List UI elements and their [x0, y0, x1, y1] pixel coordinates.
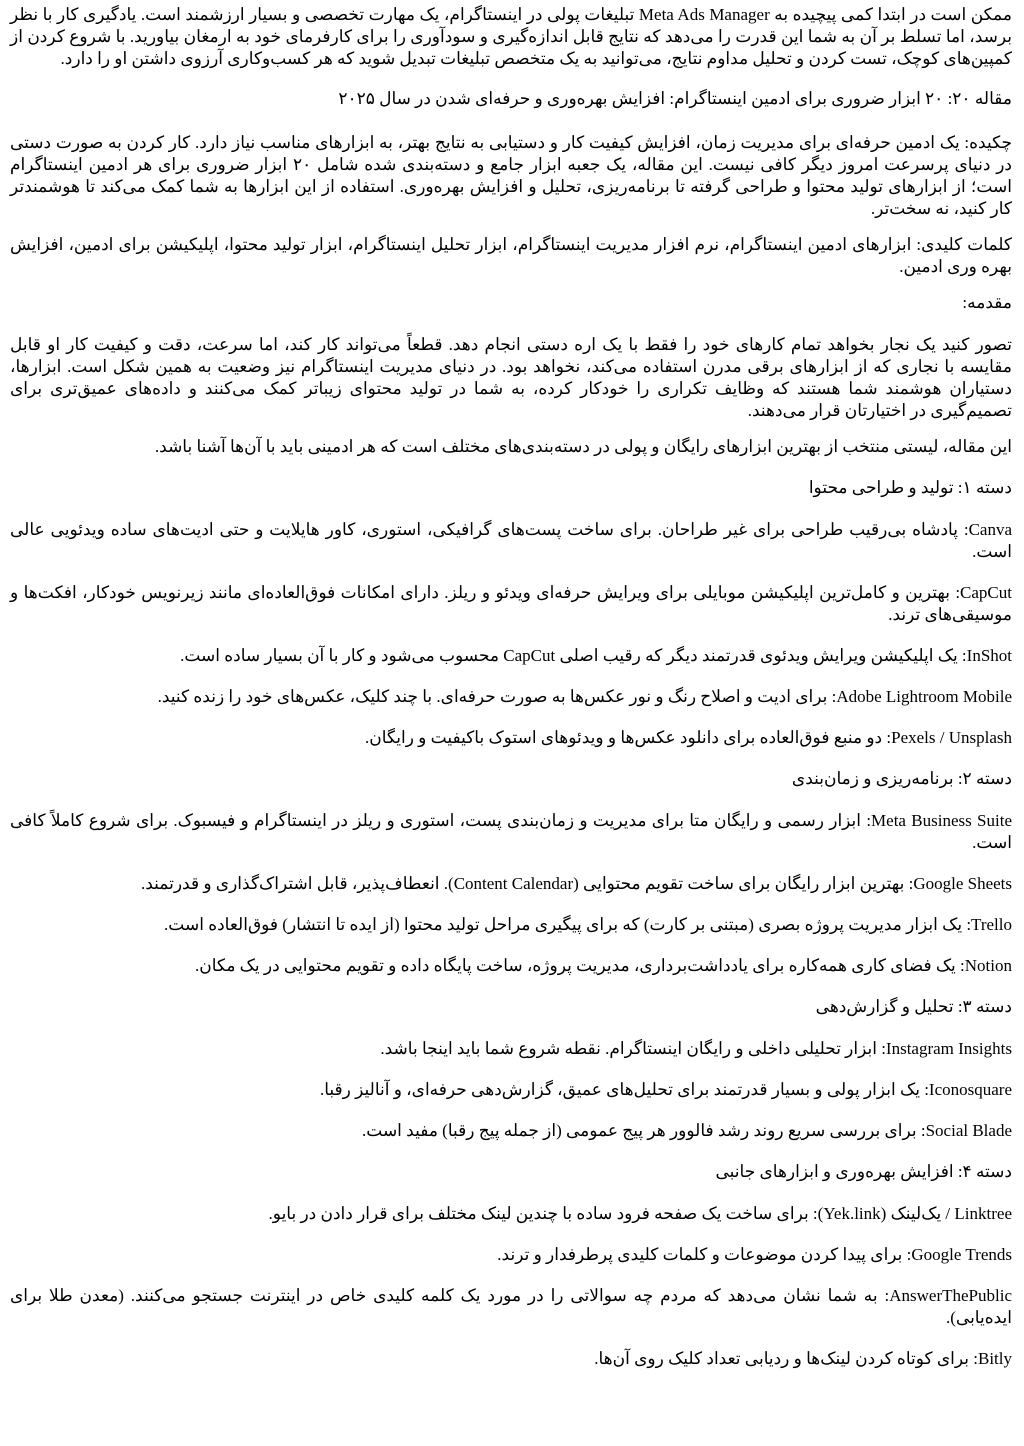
tool-pexels-unsplash: Pexels / Unsplash: دو منبع فوق‌العاده برای دانلود عکس‌ها و ویدئوهای استوک باکیفیت و رایگان. — [364, 728, 1012, 747]
tool-meta-business-suite: Meta Business Suite: ابزار رسمی و رایگان متا برای مدیریت و زمان‌بندی پست، استوری و ریلز در اینستاگرام و فیسبوک. برای شروع کاملاً کافی است. — [10, 811, 1012, 852]
tool-google-trends: Google Trends: برای پیدا کردن موضوعات و کلمات کلیدی پرطرفدار و ترند. — [497, 1245, 1012, 1264]
section-heading: دسته ۴: افزایش بهره‌وری و ابزارهای جانبی — [715, 1162, 1012, 1181]
tool-trello: Trello: یک ابزار مدیریت پروژه بصری (مبتنی بر کارت) که برای پیگیری مراحل تولید محتوا (از ایده تا انتشار) فوق‌العاده است. — [164, 915, 1012, 934]
tool-linktree: Linktree / یک‌لینک (Yek.link): برای ساخت یک صفحه فرود ساده با چندین لینک مختلف برای قرار دادن در بایو. — [268, 1204, 1012, 1223]
tool-notion: Notion: یک فضای کاری همه‌کاره برای یادداشت‌برداری، مدیریت پروژه، ساخت پایگاه داده و تقویم محتوایی در یک مکان. — [195, 956, 1012, 975]
section-heading: دسته ۳: تحلیل و گزارش‌دهی — [815, 997, 1012, 1016]
tool-google-sheets: Google Sheets: بهترین ابزار رایگان برای ساخت تقویم محتوایی (Content Calendar). انعطاف‌پذیر، قابل اشتراک‌گذاری و قدرتمند. — [140, 874, 1012, 893]
tool-capcut: CapCut: بهترین و کامل‌ترین اپلیکیشن موبایلی برای ویرایش حرفه‌ای ویدئو و ریلز. دارای امکانات فوق‌العاده‌ای مانند زیرنویس خودکار، افکت‌ها و موسیقی‌های ترند. — [10, 583, 1012, 624]
section-heading: دسته ۱: تولید و طراحی محتوا — [808, 478, 1012, 497]
tool-answerthepublic: AnswerThePublic: به شما نشان می‌دهد که مردم چه سوالاتی را در مورد یک کلمه کلیدی خاص در اینترنت جستجو می‌کنند. (معدن طلا برای ایده‌یابی). — [10, 1286, 1012, 1327]
tool-bitly: Bitly: برای کوتاه کردن لینک‌ها و ردیابی تعداد کلیک روی آن‌ها. — [594, 1349, 1012, 1368]
intro-paragraph: ممکن است در ابتدا کمی پیچیده به Meta Ads Manager تبلیغات پولی در اینستاگرام، یک مهارت تخصصی و بسیار ارزشمند است. یادگیری کار با نظر برسد، اما تسلط بر آن به شما این قدرت را می‌دهد که نتایج قابل اندازه‌گیری و سودآوری را برای کارفرمای خود به ارمغان بیاورید. با شروع کردن از کمپین‌های کوچک، تست کردن و تحلیل مداوم نتایج، می‌توانید به یک متخصص تبلیغات تبدیل شوید که هر کسب‌وکاری آرزوی داشتن او را دارد. — [10, 5, 1012, 68]
tool-iconosquare: Iconosquare: یک ابزار پولی و بسیار قدرتمند برای تحلیل‌های عمیق، گزارش‌دهی حرفه‌ای، و آنالیز رقبا. — [319, 1080, 1012, 1099]
keywords-paragraph: کلمات کلیدی: ابزارهای ادمین اینستاگرام، نرم افزار مدیریت اینستاگرام، ابزار تحلیل اینستاگرام، ابزار تولید محتوا، اپلیکیشن برای ادمین، افزایش بهره وری ادمین. — [10, 235, 1012, 276]
tool-instagram-insights: Instagram Insights: ابزار تحلیلی داخلی و رایگان اینستاگرام. نقطه شروع شما باید اینجا باشد. — [380, 1039, 1012, 1058]
article-title: مقاله ۲۰: ۲۰ ابزار ضروری برای ادمین اینستاگرام: افزایش بهره‌وری و حرفه‌ای شدن در سال ۲۰۲۵ — [338, 89, 1012, 108]
section-heading: دسته ۲: برنامه‌ریزی و زمان‌بندی — [791, 769, 1012, 788]
list-intro-paragraph: این مقاله، لیستی منتخب از بهترین ابزارهای رایگان و پولی در دسته‌بندی‌های مختلف است که هر ادمینی باید با آن‌ها آشنا باشد. — [154, 437, 1012, 456]
introduction-heading: مقدمه: — [962, 293, 1012, 312]
tool-social-blade: Social Blade: برای بررسی سریع روند رشد فالوور هر پیج عمومی (از جمله پیج رقبا) مفید است. — [362, 1121, 1012, 1140]
tool-lightroom: Adobe Lightroom Mobile: برای ادیت و اصلاح رنگ و نور عکس‌ها به صورت حرفه‌ای. با چند کلیک، عکس‌های خود را زنده کنید. — [157, 687, 1012, 706]
introduction-paragraph: تصور کنید یک نجار بخواهد تمام کارهای خود را فقط با یک اره دستی انجام دهد. قطعاً می‌تواند کار کند، اما سرعت، دقت و کیفیت کار او قابل مقایسه با نجاری که از ابزارهای برقی مدرن استفاده می‌کند، نخواهد بود. در دنیای مدیریت اینستاگرام نیز وضعیت به همین شکل است. ابزارها، دستیاران هوشمند شما هستند که وظایف تکراری را خودکار کرده، به شما در تولید محتوای زیباتر کمک می‌کنند و داده‌های عمیق‌تری برای تصمیم‌گیری در اختیارتان قرار می‌دهند. — [10, 335, 1012, 420]
tool-inshot: InShot: یک اپلیکیشن ویرایش ویدئوی قدرتمند دیگر که رقیب اصلی CapCut محسوب می‌شود و کار با آن بسیار ساده است. — [180, 646, 1012, 665]
abstract-paragraph: چکیده: یک ادمین حرفه‌ای برای مدیریت زمان، افزایش کیفیت کار و دستیابی به نتایج بهتر، به ابزارهای مناسب نیاز دارد. کار کردن به صورت دستی در دنیای پرسرعت امروز دیگر کافی نیست. این مقاله، یک جعبه ابزار جامع و دسته‌بندی شده شامل ۲۰ ابزار ضروری برای هر ادمین اینستاگرام است؛ از ابزارهای تولید محتوا و طراحی گرفته تا برنامه‌ریزی، تحلیل و افزایش بهره‌وری. استفاده از این ابزارها به شما کمک می‌کند تا هوشمندتر کار کنید، نه سخت‌تر. — [10, 133, 1013, 218]
tool-canva: Canva: پادشاه بی‌رقیب طراحی برای غیر طراحان. برای ساخت پست‌های گرافیکی، استوری، کاور هایلایت و حتی ادیت‌های ساده ویدئویی عالی است. — [10, 520, 1012, 561]
